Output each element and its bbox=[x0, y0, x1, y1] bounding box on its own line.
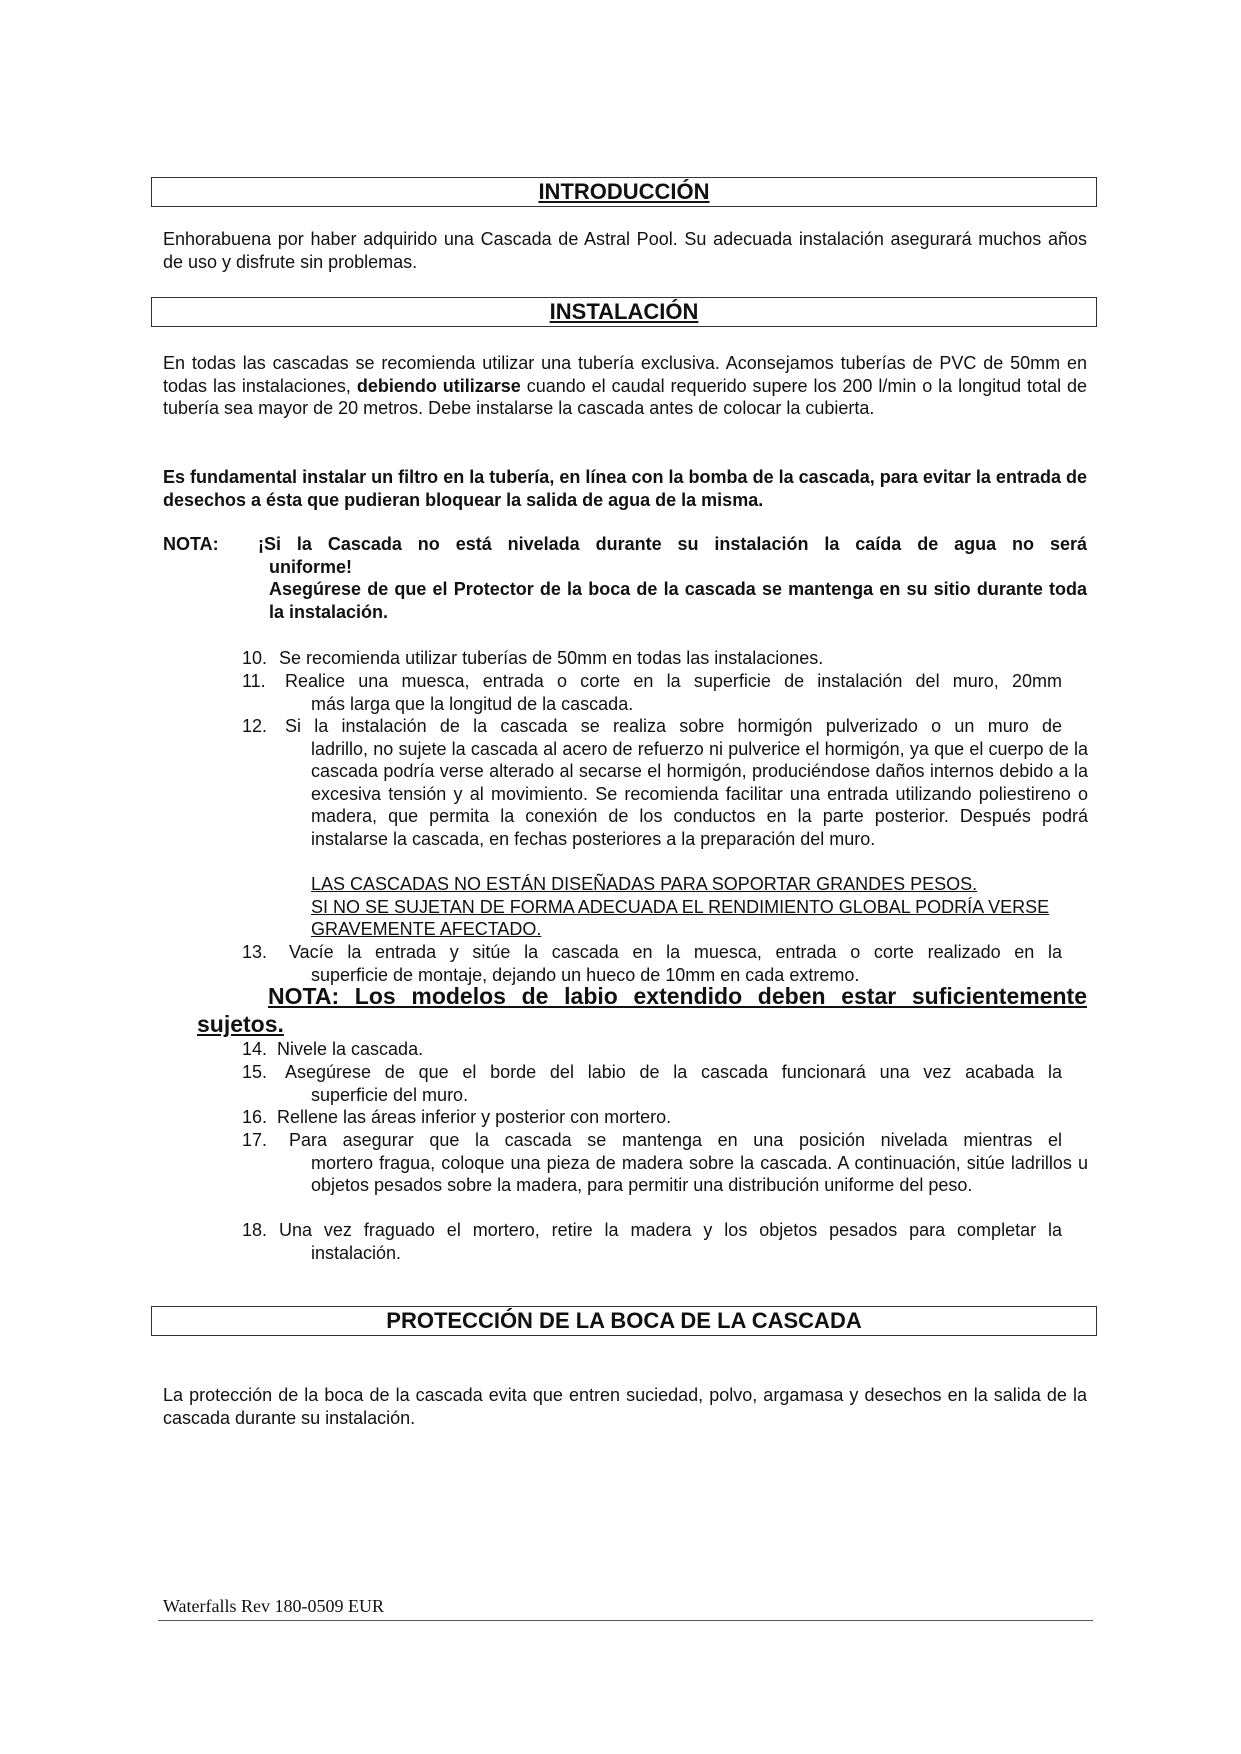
list-item-continuation: superficie del muro. bbox=[311, 1084, 469, 1105]
list-item-text: Vacíe la entrada y sitúe la cascada en la muesca, entrada o corte realizado en la bbox=[289, 942, 1062, 962]
extended-lip-note-line-2: sujetos. bbox=[197, 1011, 284, 1037]
list-item-continuation: mortero fragua, coloque una pieza de madera sobre la cascada. A continuación, sitúe ladrillos u objetos pesados sobre la madera, para permitir una distribución uniforme del peso. bbox=[311, 1152, 1088, 1196]
list-item-number: 12. bbox=[242, 716, 268, 736]
list-item-text: Rellene las áreas inferior y posterior con mortero. bbox=[277, 1107, 672, 1127]
list-item-number: 15. bbox=[242, 1062, 268, 1082]
list-item-number: 10. bbox=[242, 648, 268, 668]
instalacion-p1-a: En todas las cascadas se recomienda utilizar una tubería exclusiva. Aconsejamos tuberías de PVC de 50mm en todas las instalaciones, bbox=[163, 353, 1087, 396]
instalacion-header-box bbox=[151, 297, 1097, 327]
proteccion-title: PROTECCIÓN DE LA BOCA DE LA CASCADA bbox=[386, 1308, 862, 1333]
list-item-number: 14. bbox=[242, 1039, 268, 1059]
list-item-continuation: más larga que la longitud de la cascada. bbox=[311, 693, 634, 714]
footer-revision: Waterfalls Rev 180-0509 EUR bbox=[163, 1596, 385, 1616]
list-item-text: Si la instalación de la cascada se realiza sobre hormigón pulverizado o un muro de bbox=[285, 716, 1062, 736]
list-item-continuation: instalación. bbox=[311, 1242, 402, 1263]
intro-header-box bbox=[151, 177, 1097, 207]
list-item-text: Se recomienda utilizar tuberías de 50mm en todas las instalaciones. bbox=[279, 648, 824, 668]
nota-line-3: Asegúrese de que el Protector de la boca de la cascada se mantenga en su sitio durante toda la instalación. bbox=[269, 579, 1087, 622]
nota-text bbox=[258, 533, 1087, 623]
list-item-text: Una vez fraguado el mortero, retire la madera y los objetos pesados para completar la bbox=[279, 1220, 1062, 1240]
list-item-continuation: superficie de montaje, dejando un hueco de 10mm en cada extremo. bbox=[311, 964, 860, 985]
list-item-continuation: ladrillo, no sujete la cascada al acero de refuerzo ni pulverice el hormigón, ya que el cuerpo de la cascada podría verse alterado al secarse el hormigón, produciéndose daños internos debido a la excesiva tensión y al movimiento. Se recomienda facilitar una entrada utilizando poliestireno o madera, que permita la conexión de los conductos en la parte posterior. Después podrá instalarse la cascada, en fechas posteriores a la preparación del muro. bbox=[311, 738, 1088, 849]
nota-line-2: uniforme! bbox=[269, 556, 352, 577]
warning-fastening: SI NO SE SUJETAN DE FORMA ADECUADA EL RENDIMIENTO GLOBAL PODRÍA VERSE GRAVEMENTE AFECTADO. bbox=[311, 896, 1050, 940]
nota-label: NOTA: bbox=[163, 534, 219, 554]
list-item-number: 11. bbox=[242, 671, 266, 691]
instalacion-title: INSTALACIÓN bbox=[549, 299, 699, 324]
proteccion-paragraph: La protección de la boca de la cascada evita que entren suciedad, polvo, argamasa y desechos en la salida de la cascada durante su instalación. bbox=[163, 1385, 1087, 1428]
list-item-text: Asegúrese de que el borde del labio de la cascada funcionará una vez acabada la bbox=[285, 1062, 1062, 1082]
intro-paragraph: Enhorabuena por haber adquirido una Cascada de Astral Pool. Su adecuada instalación asegurará muchos años de uso y disfrute sin problemas. bbox=[163, 229, 1087, 272]
list-item-text: Para asegurar que la cascada se mantenga en una posición nivelada mientras el bbox=[289, 1130, 1062, 1150]
list-item-number: 18. bbox=[242, 1220, 268, 1240]
extended-lip-note bbox=[197, 982, 1087, 1038]
footer-rule bbox=[158, 1620, 1093, 1621]
list-item-number: 13. bbox=[242, 942, 268, 962]
instalacion-p1-b: cuando el caudal requerido supere los 200 l/min o la longitud total de tubería sea mayor de 20 metros. Debe instalarse la cascada antes de colocar la cubierta. bbox=[163, 375, 1088, 419]
intro-title: INTRODUCCIÓN bbox=[538, 179, 710, 204]
warning-heavy-loads: LAS CASCADAS NO ESTÁN DISEÑADAS PARA SOPORTAR GRANDES PESOS. bbox=[311, 874, 978, 894]
list-item-number: 17. bbox=[242, 1130, 268, 1150]
list-item-number: 16. bbox=[242, 1107, 268, 1127]
instalacion-paragraph-1 bbox=[163, 352, 1087, 420]
proteccion-header-box bbox=[151, 1306, 1097, 1336]
instalacion-p1-bold: debiendo utilizarse bbox=[356, 375, 521, 396]
list-item-text: Nivele la cascada. bbox=[277, 1039, 424, 1059]
instalacion-paragraph-2: Es fundamental instalar un filtro en la tubería, en línea con la bomba de la cascada, para evitar la entrada de desechos a ésta que pudieran bloquear la salida de agua de la misma. bbox=[163, 467, 1087, 510]
list-item-text: Realice una muesca, entrada o corte en la superficie de instalación del muro, 20mm bbox=[285, 671, 1062, 691]
nota-line-1: ¡Si la Cascada no está nivelada durante su instalación la caída de agua no será bbox=[258, 534, 1087, 554]
extended-lip-note-line-1: NOTA: Los modelos de labio extendido deben estar suficientemente bbox=[268, 983, 1087, 1009]
